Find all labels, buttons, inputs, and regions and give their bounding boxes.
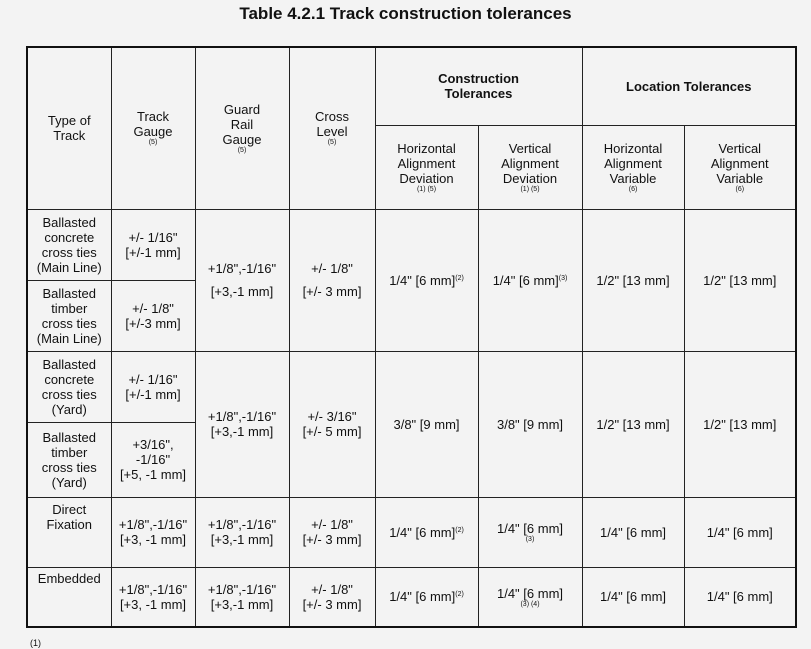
footnote-ref: (3) (4) — [520, 600, 540, 608]
footnote-ref: (2) — [455, 526, 464, 534]
v-align-deviation-cell: 1/4" [6 mm] (3) — [478, 497, 582, 567]
table-title: Table 4.2.1 Track construction tolerances — [239, 4, 572, 23]
v-align-variable-cell: 1/4" [6 mm] — [684, 567, 796, 627]
h-align-deviation-cell: 1/4" [6 mm]$^{(2)}$ — [375, 209, 478, 351]
v-align-variable-cell: 1/2" [13 mm] — [684, 209, 796, 351]
h-align-variable-cell: 1/4" [6 mm] — [582, 567, 684, 627]
row-type-direct-fixation: Direct Fixation — [27, 497, 111, 567]
guard-rail-gauge-cell: +1/8",-1/16" [+3,-1 mm] — [195, 497, 289, 567]
row-type-ballasted-timber-main: Ballasted timber cross ties (Main Line) — [27, 280, 111, 351]
table-row — [27, 567, 796, 627]
cross-level-cell: +/- 1/8" [+/- 3 mm] — [289, 497, 375, 567]
row-type-embedded: Embedded — [27, 567, 111, 627]
track-gauge-cell: +/- 1/16" [+/-1 mm] — [111, 351, 195, 422]
table-row — [27, 209, 796, 280]
header-track-gauge: Track Gauge (5) — [111, 47, 195, 209]
footnote-ref: (5) — [327, 139, 337, 147]
footnote-ref: (5) — [148, 139, 158, 147]
track-gauge-cell: +1/8",-1/16" [+3, -1 mm] — [111, 497, 195, 567]
track-gauge-cell: +3/16", -1/16" [+5, -1 mm] — [111, 422, 195, 497]
footnote-ref: (2) — [455, 274, 464, 282]
row-type-ballasted-concrete-yard: Ballasted concrete cross ties (Yard) — [27, 351, 111, 422]
v-align-deviation-cell: 1/4" [6 mm]$^{(3)}$ — [478, 209, 582, 351]
header-guard-rail-gauge: Guard Rail Gauge (5) — [195, 47, 289, 209]
v-align-deviation-cell: 3/8" [9 mm] — [478, 351, 582, 497]
header-location-tolerances: Location Tolerances — [582, 47, 796, 125]
footnote-ref: (5) — [237, 146, 247, 154]
table-row — [27, 497, 796, 567]
footnote-ref: (6) — [628, 185, 638, 193]
footnote-marker: (1) — [30, 638, 41, 648]
row-type-ballasted-timber-yard: Ballasted timber cross ties (Yard) — [27, 422, 111, 497]
guard-rail-gauge-cell: +1/8",-1/16" [+3,-1 mm] — [195, 351, 289, 497]
h-align-variable-cell: 1/4" [6 mm] — [582, 497, 684, 567]
header-h-align-variable: Horizontal Alignment Variable (6) — [582, 125, 684, 209]
v-align-deviation-cell: 1/4" [6 mm] (3) (4) — [478, 567, 582, 627]
header-h-align-deviation: Horizontal Alignment Deviation (1) (5) — [375, 125, 478, 209]
tolerances-table — [26, 46, 797, 628]
v-align-variable-cell: 1/4" [6 mm] — [684, 497, 796, 567]
footnote-ref: (1) (5) — [416, 185, 437, 193]
footnote-ref: (1) (5) — [520, 185, 540, 193]
cross-level-cell: +/- 1/8" [+/- 3 mm] — [289, 567, 375, 627]
footnote-ref: (3) — [558, 274, 568, 282]
header-type-of-track: Type of Track — [27, 47, 111, 209]
footnote-ref: (2) — [455, 591, 464, 599]
h-align-deviation-cell: 3/8" [9 mm] — [375, 351, 478, 497]
header-v-align-variable: Vertical Alignment Variable (6) — [684, 125, 796, 209]
h-align-deviation-cell: 1/4" [6 mm]$^{(2)}$ — [375, 567, 478, 627]
cross-level-cell: +/- 1/8" [+/- 3 mm] — [289, 209, 375, 351]
guard-rail-gauge-cell: +1/8",-1/16" [+3,-1 mm] — [195, 567, 289, 627]
guard-rail-gauge-cell: +1/8",-1/16" [+3,-1 mm] — [195, 209, 289, 351]
h-align-variable-cell: 1/2" [13 mm] — [582, 209, 684, 351]
footnote-ref: (6) — [735, 185, 745, 193]
track-gauge-cell: +/- 1/8" [+/-3 mm] — [111, 280, 195, 351]
v-align-variable-cell: 1/2" [13 mm] — [684, 351, 796, 497]
header-construction-tolerances: Construction Tolerances — [375, 47, 582, 125]
cross-level-cell: +/- 3/16" [+/- 5 mm] — [289, 351, 375, 497]
h-align-variable-cell: 1/2" [13 mm] — [582, 351, 684, 497]
header-cross-level: Cross Level (5) — [289, 47, 375, 209]
h-align-deviation-cell: 1/4" [6 mm]$^{(2)}$ — [375, 497, 478, 567]
track-gauge-cell: +/- 1/16" [+/-1 mm] — [111, 209, 195, 280]
row-type-ballasted-concrete-main: Ballasted concrete cross ties (Main Line) — [27, 209, 111, 280]
track-gauge-cell: +1/8",-1/16" [+3, -1 mm] — [111, 567, 195, 627]
header-v-align-deviation: Vertical Alignment Deviation (1) (5) — [478, 125, 582, 209]
footnote-ref: (3) — [525, 536, 535, 543]
table-row — [27, 351, 796, 422]
